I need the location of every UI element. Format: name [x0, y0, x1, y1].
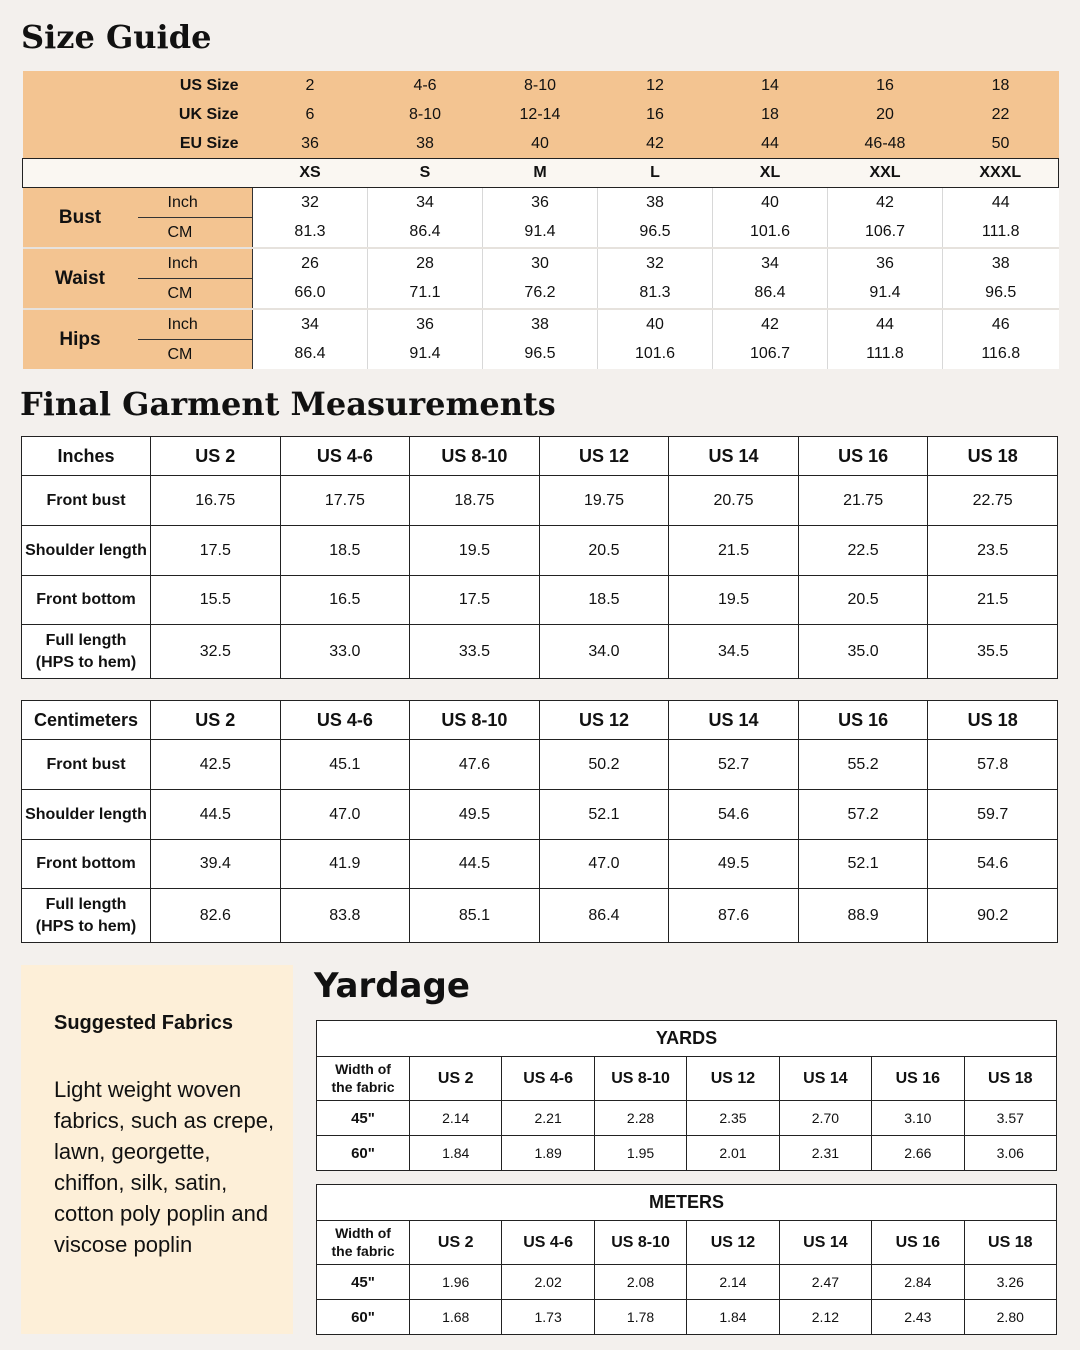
- table-header-row: [317, 1221, 1057, 1265]
- value-cell: 38: [483, 309, 598, 340]
- letter-size: S: [368, 159, 483, 188]
- size-cell: 50: [943, 129, 1059, 159]
- value-cell: 15.5: [151, 576, 281, 625]
- table-row: [22, 476, 1058, 526]
- size-cell: 8-10: [368, 100, 483, 129]
- value-cell: 3.06: [964, 1136, 1056, 1171]
- value-cell: 17.5: [151, 526, 281, 576]
- column-header: US 16: [872, 1057, 964, 1101]
- row-label-main: Full length: [45, 631, 127, 649]
- value-cell: 1.89: [502, 1136, 594, 1171]
- value-cell: 21.5: [928, 576, 1058, 625]
- column-header: US 2: [151, 701, 281, 740]
- value-cell: 47.0: [280, 790, 410, 840]
- column-header: US 18: [964, 1057, 1056, 1101]
- row-label: [22, 625, 151, 679]
- column-header: US 12: [687, 1057, 779, 1101]
- category-label: Waist: [23, 248, 138, 309]
- value-cell: 17.5: [410, 576, 540, 625]
- value-cell: 86.4: [539, 889, 669, 943]
- value-cell: 41.9: [280, 840, 410, 889]
- column-header: US 4-6: [280, 437, 410, 476]
- row-label-sub: (HPS to hem): [35, 653, 137, 671]
- width-label-line: Width of: [335, 1225, 391, 1241]
- size-cell: 46-48: [828, 129, 943, 159]
- value-cell: 101.6: [713, 218, 828, 249]
- value-cell: 39.4: [151, 840, 281, 889]
- value-cell: 40: [598, 309, 713, 340]
- value-cell: 86.4: [368, 218, 483, 249]
- blank-cell: [23, 159, 253, 188]
- value-cell: 2.14: [410, 1101, 502, 1136]
- table-row: [317, 1265, 1057, 1300]
- value-cell: 111.8: [943, 218, 1059, 249]
- column-header: US 14: [779, 1057, 871, 1101]
- letter-size: XL: [713, 159, 828, 188]
- value-cell: 85.1: [410, 889, 540, 943]
- value-cell: 2.08: [594, 1265, 686, 1300]
- size-cell: 18: [943, 71, 1059, 100]
- size-cell: 16: [598, 100, 713, 129]
- value-cell: 2.02: [502, 1265, 594, 1300]
- row-label: 45": [317, 1265, 410, 1300]
- column-header: US 16: [798, 701, 928, 740]
- table-caption: YARDS: [317, 1021, 1057, 1057]
- final-garment-title: Final Garment Measurements: [20, 385, 556, 423]
- value-cell: 2.66: [872, 1136, 964, 1171]
- column-header: US 2: [410, 1057, 502, 1101]
- value-cell: 3.10: [872, 1101, 964, 1136]
- size-cell: 12: [598, 71, 713, 100]
- suggested-fabrics-panel: [21, 965, 293, 1334]
- value-cell: 1.68: [410, 1300, 502, 1335]
- column-header: US 18: [928, 701, 1058, 740]
- column-header: US 2: [151, 437, 281, 476]
- row-label: Front bottom: [22, 576, 151, 625]
- value-cell: 33.5: [410, 625, 540, 679]
- column-header: US 16: [798, 437, 928, 476]
- value-cell: 54.6: [928, 840, 1058, 889]
- value-cell: 88.9: [798, 889, 928, 943]
- width-label-line: Width of: [335, 1061, 391, 1077]
- value-cell: 54.6: [669, 790, 799, 840]
- uk-size-row: [23, 100, 1059, 129]
- column-header: US 14: [669, 437, 799, 476]
- letter-size: L: [598, 159, 713, 188]
- letter-size: XXXL: [943, 159, 1059, 188]
- value-cell: 16.5: [280, 576, 410, 625]
- waist-cm-row: [23, 279, 1059, 310]
- table-caption-row: [317, 1021, 1057, 1057]
- value-cell: 18.5: [280, 526, 410, 576]
- value-cell: 55.2: [798, 740, 928, 790]
- letter-size: M: [483, 159, 598, 188]
- size-cell: 44: [713, 129, 828, 159]
- value-cell: 23.5: [928, 526, 1058, 576]
- value-cell: 49.5: [669, 840, 799, 889]
- value-cell: 2.70: [779, 1101, 871, 1136]
- size-guide-title: Size Guide: [21, 18, 212, 56]
- size-cell: 42: [598, 129, 713, 159]
- value-cell: 34.5: [669, 625, 799, 679]
- column-header: US 8-10: [410, 701, 540, 740]
- value-cell: 52.1: [798, 840, 928, 889]
- value-cell: 2.47: [779, 1265, 871, 1300]
- size-cell: 18: [713, 100, 828, 129]
- table-row: [22, 889, 1058, 943]
- table-row: [22, 740, 1058, 790]
- value-cell: 1.73: [502, 1300, 594, 1335]
- value-cell: 40: [713, 188, 828, 218]
- value-cell: 57.8: [928, 740, 1058, 790]
- value-cell: 21.5: [669, 526, 799, 576]
- value-cell: 2.80: [964, 1300, 1056, 1335]
- column-header: US 12: [687, 1221, 779, 1265]
- value-cell: 44: [828, 309, 943, 340]
- column-header: US 18: [964, 1221, 1056, 1265]
- value-cell: 42: [713, 309, 828, 340]
- value-cell: 2.43: [872, 1300, 964, 1335]
- value-cell: 2.31: [779, 1136, 871, 1171]
- value-cell: 91.4: [483, 218, 598, 249]
- size-cell: 36: [253, 129, 368, 159]
- size-cell: 38: [368, 129, 483, 159]
- size-cell: 4-6: [368, 71, 483, 100]
- yardage-title: Yardage: [314, 966, 470, 1006]
- row-label: Front bottom: [22, 840, 151, 889]
- category-label: Bust: [23, 188, 138, 249]
- value-cell: 82.6: [151, 889, 281, 943]
- value-cell: 38: [598, 188, 713, 218]
- table-caption: METERS: [317, 1185, 1057, 1221]
- value-cell: 1.95: [594, 1136, 686, 1171]
- row-label-main: Full length: [45, 895, 127, 913]
- value-cell: 52.1: [539, 790, 669, 840]
- suggested-fabrics-heading: Suggested Fabrics: [54, 1012, 233, 1034]
- row-label: UK Size: [23, 100, 253, 129]
- value-cell: 116.8: [943, 340, 1059, 370]
- table-row: [317, 1101, 1057, 1136]
- value-cell: 20.5: [539, 526, 669, 576]
- column-header: US 16: [872, 1221, 964, 1265]
- column-header: US 12: [539, 437, 669, 476]
- bust-inch-row: [23, 188, 1059, 218]
- column-header: US 14: [779, 1221, 871, 1265]
- value-cell: 35.5: [928, 625, 1058, 679]
- hips-inch-row: [23, 309, 1059, 340]
- value-cell: 1.84: [687, 1300, 779, 1335]
- value-cell: 3.26: [964, 1265, 1056, 1300]
- value-cell: 2.21: [502, 1101, 594, 1136]
- width-label-line: the fabric: [331, 1078, 395, 1095]
- value-cell: 32: [598, 248, 713, 279]
- unit-label: CM: [138, 218, 253, 249]
- waist-inch-row: [23, 248, 1059, 279]
- row-label: EU Size: [23, 129, 253, 159]
- value-cell: 32: [253, 188, 368, 218]
- column-header: Inches: [22, 437, 151, 476]
- value-cell: 106.7: [713, 340, 828, 370]
- value-cell: 44.5: [151, 790, 281, 840]
- size-cell: 16: [828, 71, 943, 100]
- value-cell: 20.75: [669, 476, 799, 526]
- yards-table: [316, 1020, 1057, 1171]
- value-cell: 1.96: [410, 1265, 502, 1300]
- value-cell: 86.4: [713, 279, 828, 310]
- letter-size: XS: [253, 159, 368, 188]
- value-cell: 26: [253, 248, 368, 279]
- table-row: [22, 840, 1058, 889]
- value-cell: 34: [253, 309, 368, 340]
- value-cell: 96.5: [483, 340, 598, 370]
- column-header: US 14: [669, 701, 799, 740]
- value-cell: 35.0: [798, 625, 928, 679]
- column-header: US 4-6: [502, 1221, 594, 1265]
- value-cell: 38: [943, 248, 1059, 279]
- value-cell: 71.1: [368, 279, 483, 310]
- value-cell: 22.5: [798, 526, 928, 576]
- value-cell: 59.7: [928, 790, 1058, 840]
- value-cell: 36: [483, 188, 598, 218]
- value-cell: 57.2: [798, 790, 928, 840]
- size-cell: 14: [713, 71, 828, 100]
- column-header: US 4-6: [280, 701, 410, 740]
- suggested-fabrics-text: Light weight woven fabrics, such as crepe, lawn, georgette, chiffon, silk, satin, cotton poly poplin and viscose poplin: [54, 1077, 275, 1257]
- value-cell: 91.4: [368, 340, 483, 370]
- column-header: US 12: [539, 701, 669, 740]
- size-cell: 8-10: [483, 71, 598, 100]
- unit-label: CM: [138, 340, 253, 370]
- width-label: [317, 1057, 410, 1101]
- value-cell: 2.35: [687, 1101, 779, 1136]
- column-header: US 2: [410, 1221, 502, 1265]
- unit-label: CM: [138, 279, 253, 310]
- value-cell: 42: [828, 188, 943, 218]
- value-cell: 19.5: [669, 576, 799, 625]
- value-cell: 2.84: [872, 1265, 964, 1300]
- size-cell: 40: [483, 129, 598, 159]
- value-cell: 36: [368, 309, 483, 340]
- value-cell: 50.2: [539, 740, 669, 790]
- letter-size-row: [23, 159, 1059, 188]
- value-cell: 18.5: [539, 576, 669, 625]
- value-cell: 19.75: [539, 476, 669, 526]
- value-cell: 81.3: [598, 279, 713, 310]
- column-header: US 18: [928, 437, 1058, 476]
- value-cell: 42.5: [151, 740, 281, 790]
- value-cell: 49.5: [410, 790, 540, 840]
- value-cell: 30: [483, 248, 598, 279]
- value-cell: 44: [943, 188, 1059, 218]
- unit-label: Inch: [138, 188, 253, 218]
- value-cell: 86.4: [253, 340, 368, 370]
- value-cell: 32.5: [151, 625, 281, 679]
- value-cell: 1.78: [594, 1300, 686, 1335]
- value-cell: 87.6: [669, 889, 799, 943]
- unit-label: Inch: [138, 309, 253, 340]
- table-row: [22, 526, 1058, 576]
- size-cell: 22: [943, 100, 1059, 129]
- value-cell: 2.28: [594, 1101, 686, 1136]
- value-cell: 20.5: [798, 576, 928, 625]
- unit-label: Inch: [138, 248, 253, 279]
- us-size-row: [23, 71, 1059, 100]
- value-cell: 2.12: [779, 1300, 871, 1335]
- value-cell: 3.57: [964, 1101, 1056, 1136]
- row-label: Front bust: [22, 740, 151, 790]
- table-row: [317, 1136, 1057, 1171]
- value-cell: 52.7: [669, 740, 799, 790]
- value-cell: 21.75: [798, 476, 928, 526]
- value-cell: 46: [943, 309, 1059, 340]
- row-label: [22, 889, 151, 943]
- value-cell: 96.5: [598, 218, 713, 249]
- row-label: US Size: [23, 71, 253, 100]
- value-cell: 19.5: [410, 526, 540, 576]
- category-label: Hips: [23, 309, 138, 369]
- garment-inches-table: [21, 436, 1058, 679]
- table-header-row: [22, 437, 1058, 476]
- value-cell: 28: [368, 248, 483, 279]
- value-cell: 91.4: [828, 279, 943, 310]
- row-label: 60": [317, 1136, 410, 1171]
- value-cell: 34.0: [539, 625, 669, 679]
- table-row: [22, 790, 1058, 840]
- value-cell: 106.7: [828, 218, 943, 249]
- value-cell: 2.14: [687, 1265, 779, 1300]
- size-guide-table: [22, 71, 1059, 369]
- column-header: US 8-10: [410, 437, 540, 476]
- value-cell: 17.75: [280, 476, 410, 526]
- value-cell: 34: [713, 248, 828, 279]
- row-label-sub: (HPS to hem): [35, 917, 137, 935]
- value-cell: 81.3: [253, 218, 368, 249]
- column-header: US 8-10: [594, 1221, 686, 1265]
- table-caption-row: [317, 1185, 1057, 1221]
- row-label: 60": [317, 1300, 410, 1335]
- size-cell: 12-14: [483, 100, 598, 129]
- value-cell: 33.0: [280, 625, 410, 679]
- garment-centimeters-table: [21, 700, 1058, 943]
- value-cell: 76.2: [483, 279, 598, 310]
- table-header-row: [317, 1057, 1057, 1101]
- size-cell: 20: [828, 100, 943, 129]
- eu-size-row: [23, 129, 1059, 159]
- letter-size: XXL: [828, 159, 943, 188]
- size-cell: 2: [253, 71, 368, 100]
- value-cell: 101.6: [598, 340, 713, 370]
- value-cell: 83.8: [280, 889, 410, 943]
- value-cell: 16.75: [151, 476, 281, 526]
- value-cell: 18.75: [410, 476, 540, 526]
- row-label: Shoulder length: [22, 790, 151, 840]
- value-cell: 90.2: [928, 889, 1058, 943]
- column-header: US 8-10: [594, 1057, 686, 1101]
- value-cell: 66.0: [253, 279, 368, 310]
- value-cell: 22.75: [928, 476, 1058, 526]
- size-cell: 6: [253, 100, 368, 129]
- value-cell: 1.84: [410, 1136, 502, 1171]
- table-header-row: [22, 701, 1058, 740]
- row-label: 45": [317, 1101, 410, 1136]
- hips-cm-row: [23, 340, 1059, 370]
- bust-cm-row: [23, 218, 1059, 249]
- table-row: [317, 1300, 1057, 1335]
- column-header: US 4-6: [502, 1057, 594, 1101]
- width-label-line: the fabric: [331, 1242, 395, 1259]
- meters-table: [316, 1184, 1057, 1335]
- value-cell: 45.1: [280, 740, 410, 790]
- value-cell: 36: [828, 248, 943, 279]
- row-label: Shoulder length: [22, 526, 151, 576]
- value-cell: 111.8: [828, 340, 943, 370]
- width-label: [317, 1221, 410, 1265]
- value-cell: 2.01: [687, 1136, 779, 1171]
- value-cell: 44.5: [410, 840, 540, 889]
- column-header: Centimeters: [22, 701, 151, 740]
- table-row: [22, 576, 1058, 625]
- value-cell: 96.5: [943, 279, 1059, 310]
- value-cell: 34: [368, 188, 483, 218]
- value-cell: 47.6: [410, 740, 540, 790]
- row-label: Front bust: [22, 476, 151, 526]
- value-cell: 47.0: [539, 840, 669, 889]
- table-row: [22, 625, 1058, 679]
